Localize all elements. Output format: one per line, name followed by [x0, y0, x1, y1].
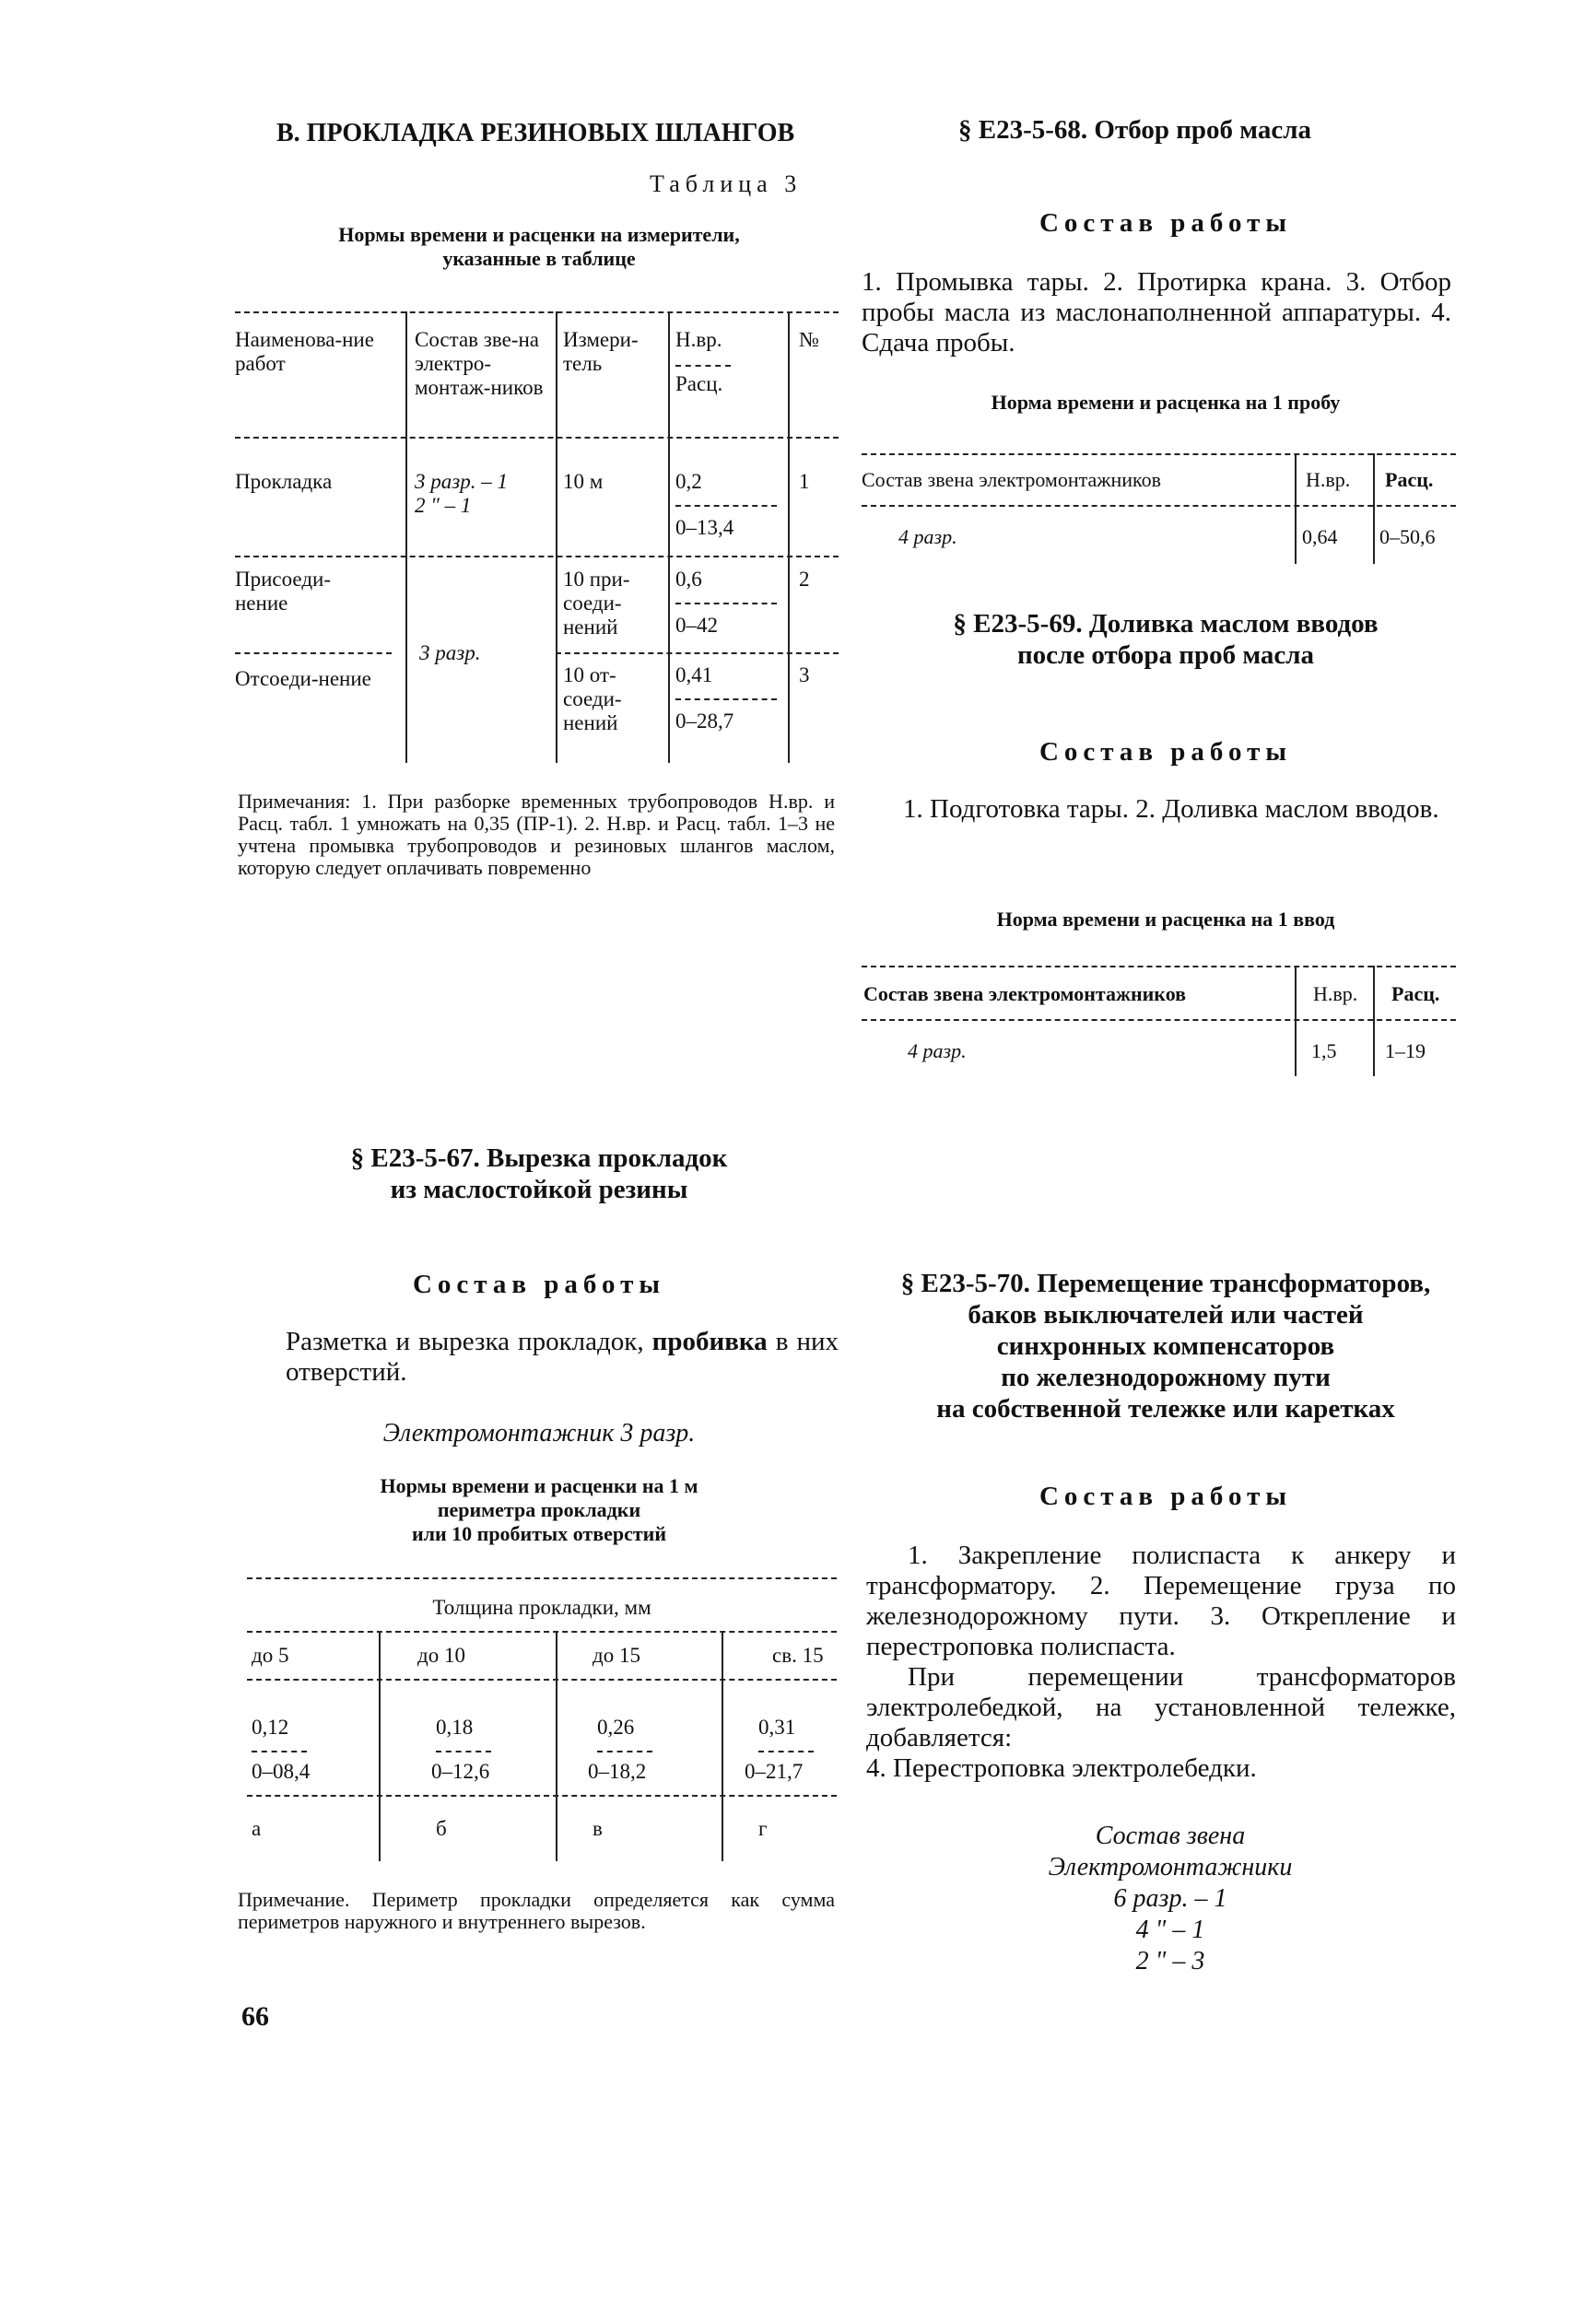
e67-sostav-heading: Состав работы	[412, 1270, 666, 1299]
cell-hvr: 0,12	[252, 1716, 289, 1739]
caption-line: или 10 пробитых отверстий	[411, 1522, 667, 1545]
row-rasc: 0–13,4	[675, 516, 734, 539]
row-rasc: 0–28,7	[675, 709, 734, 733]
cell-rasc: 1–19	[1385, 1039, 1426, 1062]
row-crew: 2 " – 1	[415, 494, 472, 517]
th-rasc: Расц.	[1385, 468, 1434, 491]
th-rasc: Расц.	[675, 372, 723, 395]
cell-rasc: 0–21,7	[745, 1760, 804, 1783]
row-crew: 3 разр. – 1	[415, 470, 508, 493]
cell-hvr: 1,5	[1311, 1039, 1337, 1062]
cell-index: б	[436, 1817, 447, 1840]
e67-group-header: Толщина прокладки, мм	[432, 1596, 651, 1619]
row-name: Прокладка	[235, 470, 333, 493]
row-no: 1	[799, 470, 810, 493]
row-crew: 3 разр.	[419, 641, 481, 664]
title-line: § Е23-5-69. Доливка маслом вводов	[953, 609, 1379, 639]
e70-text1: 1. Закрепление полиспаста к анкеру и трансформатору. 2. Перемещение груза по железнодорожному пути. 3. Открепление и перестроповка полиспаста.	[866, 1541, 1456, 1661]
crew-line: 4 " – 1	[1135, 1916, 1205, 1944]
th-name: Наименова-ние работ	[235, 328, 374, 375]
page-number: 66	[241, 2001, 269, 2032]
caption-line: Нормы времени и расценки на 1 м	[380, 1474, 698, 1497]
cell-index: г	[758, 1817, 768, 1840]
e67-worker: Электромонтажник 3 разр.	[382, 1419, 696, 1448]
crew-line: Электромонтажники	[1048, 1853, 1293, 1881]
e70-text2: При перемещении трансформаторов электролебедкой, на установленной тележке, добавляется:	[866, 1662, 1456, 1752]
cell-hvr: 0,26	[597, 1716, 635, 1739]
row-unit: 10 при-соеди-нений	[563, 568, 630, 639]
title-line: § Е23-5-67. Вырезка прокладок	[350, 1143, 728, 1173]
title-line: на собственной тележке или каретках	[936, 1394, 1395, 1424]
table3-caption	[240, 223, 839, 271]
cell-hvr: 0,31	[758, 1716, 796, 1739]
caption-line: Нормы времени и расценки на измерители,	[338, 223, 740, 246]
e70-crew	[1023, 1821, 1318, 1977]
crew-line: 6 разр. – 1	[1113, 1884, 1227, 1913]
th-thickness: до 5	[252, 1644, 289, 1667]
cell-rasc: 0–50,6	[1379, 525, 1436, 548]
title-line: баков выключателей или частей	[968, 1300, 1364, 1330]
th-thickness: до 10	[417, 1644, 465, 1667]
e68-title: § Е23-5-68. Отбор проб масла	[958, 115, 1311, 145]
th-crew: Состав звена электромонтажников	[863, 982, 1187, 1005]
e67-table	[247, 1577, 837, 1863]
e69-title	[862, 608, 1470, 671]
th-thickness: св. 15	[772, 1644, 824, 1667]
th-crew: Состав звена электромонтажников	[862, 468, 1161, 491]
cell-rasc: 0–18,2	[588, 1760, 647, 1783]
e68-text: 1. Промывка тары. 2. Протирка крана. 3. Отбор пробы масла из маслонаполненной аппаратуры. 4. Сдача пробы.	[862, 267, 1451, 357]
crew-line: 2 " – 3	[1135, 1947, 1205, 1975]
text-part: Разметка и вырезка прокладок,	[286, 1327, 652, 1356]
e68-caption: Норма времени и расценка на 1 пробу	[991, 391, 1341, 414]
row-rasc: 0–42	[675, 614, 718, 637]
row-name: Присоеди-нение	[235, 568, 331, 615]
title-line: § Е23-5-70. Перемещение трансформаторов,	[900, 1269, 1431, 1298]
table3-label: Таблица 3	[650, 170, 803, 197]
caption-line: периметра прокладки	[437, 1498, 641, 1521]
row-name: Отсоеди-нение	[235, 667, 371, 690]
th-rasc: Расц.	[1391, 982, 1440, 1005]
th-hvr: Н.вр.	[675, 328, 722, 351]
th-hvr: Н.вр.	[1313, 982, 1358, 1005]
th-thickness: до 15	[593, 1644, 640, 1667]
cell-hvr: 0,18	[436, 1716, 474, 1739]
e69-sostav-heading: Состав работы	[1039, 737, 1293, 767]
e70-title	[862, 1268, 1470, 1424]
cell-index: в	[593, 1817, 603, 1840]
e68-sostav-heading: Состав работы	[1039, 208, 1293, 238]
cell-crew: 4 разр.	[908, 1039, 967, 1062]
table3-notes: Примечания: 1. При разборке временных трубопроводов Н.вр. и Расц. табл. 1 умножать на 0,35 (ПР-1). 2. Н.вр. и Расц. табл. 1–3 не учтена промывка трубопроводов и резиновых шлангов маслом, которую следует оплачивать повременно	[238, 790, 835, 879]
row-no: 2	[799, 568, 810, 591]
e68-table	[862, 453, 1461, 568]
title-line: по железнодорожному пути	[1001, 1363, 1331, 1392]
title-line: из маслостойкой резины	[390, 1175, 688, 1204]
e67-caption	[276, 1474, 802, 1546]
cell-rasc: 0–08,4	[252, 1760, 311, 1783]
row-unit: 10 м	[563, 470, 604, 493]
title-line: после отбора проб масла	[1016, 640, 1315, 670]
row-hvr: 0,2	[675, 470, 702, 493]
e69-table	[862, 966, 1461, 1081]
cell-rasc: 0–12,6	[431, 1760, 490, 1783]
e70-sostav-heading: Состав работы	[1039, 1482, 1293, 1511]
row-hvr: 0,6	[675, 568, 702, 591]
th-crew: Состав зве-на электро-монтаж-ников	[415, 328, 544, 399]
th-hvr: Н.вр.	[1306, 468, 1351, 491]
th-no: №	[799, 328, 819, 351]
cell-crew: 4 разр.	[898, 525, 957, 548]
caption-line: указанные в таблице	[442, 247, 636, 270]
e67-note: Примечание. Периметр прокладки определяется как сумма периметров наружного и внутреннего вырезов.	[238, 1888, 835, 1933]
e70-text3: 4. Перестроповка электролебедки.	[866, 1753, 1257, 1783]
crew-line: Состав звена	[1095, 1822, 1246, 1850]
row-hvr: 0,41	[675, 663, 713, 686]
table3	[235, 311, 839, 763]
text-part: в них отверстий.	[286, 1327, 839, 1387]
e67-title	[276, 1143, 802, 1205]
e69-text: 1. Подготовка тары. 2. Доливка маслом вводов.	[903, 794, 1439, 824]
cell-index: а	[252, 1817, 262, 1840]
text-part: пробивка	[651, 1327, 768, 1356]
e67-text	[286, 1327, 839, 1388]
title-line: синхронных компенсаторов	[996, 1331, 1335, 1361]
row-unit: 10 от-соеди-нений	[563, 663, 622, 734]
e69-caption: Норма времени и расценка на 1 ввод	[996, 908, 1335, 931]
th-unit: Измери-тель	[563, 328, 639, 375]
row-no: 3	[799, 663, 810, 686]
section-v-title: В. ПРОКЛАДКА РЕЗИНОВЫХ ШЛАНГОВ	[276, 119, 795, 147]
cell-hvr: 0,64	[1302, 525, 1338, 548]
